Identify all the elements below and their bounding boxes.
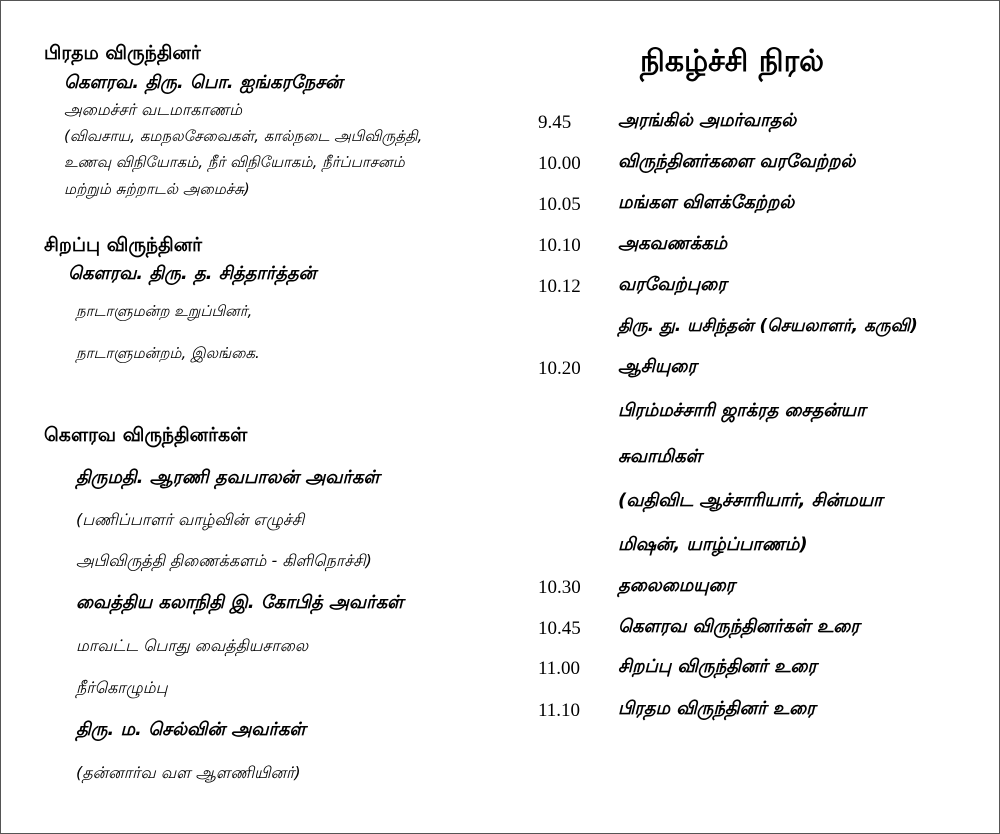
honour-guest-line: வைத்திய கலாநிதி இ. கோபித் அவர்கள் — [76, 592, 404, 613]
schedule-item: தலைமையுரை — [618, 575, 735, 596]
honour-guest-line: மாவட்ட பொது வைத்தியசாலை — [76, 636, 309, 655]
schedule-time: 11.10 — [538, 700, 581, 721]
chief-guest-line: உணவு விநியோகம், நீர் விநியோகம், நீர்ப்பாசனம் — [64, 153, 405, 171]
honour-guest-line: (பணிப்பாளர் வாழ்வின் எழுச்சி — [76, 510, 305, 529]
schedule-item-detail: மிஷன், யாழ்ப்பாணம்) — [618, 534, 808, 555]
special-guest-line: நாடாளுமன்றம், இலங்கை. — [76, 344, 260, 362]
schedule-item: பிரதம விருந்தினர் உரை — [618, 698, 816, 719]
honour-guest-line: (தன்னார்வ வள ஆளணியினர்) — [76, 763, 301, 782]
schedule-time: 10.45 — [538, 618, 581, 639]
schedule-item-detail: (வதிவிட ஆச்சாரியார், சின்மயா — [618, 490, 883, 511]
program-title: நிகழ்ச்சி நிரல் — [640, 44, 824, 79]
schedule-time: 9.45 — [538, 112, 572, 133]
schedule-time: 10.12 — [538, 276, 581, 297]
special-guest-line: நாடாளுமன்ற உறுப்பினர், — [76, 302, 253, 320]
chief-guest-line: (விவசாய, கமநலசேவைகள், கால்நடை அபிவிருத்தி, — [64, 127, 423, 145]
schedule-item: வரவேற்புரை — [618, 274, 727, 295]
schedule-time: 10.05 — [538, 194, 581, 215]
schedule-item: ஆசியுரை — [618, 356, 697, 377]
schedule-item: அகவணக்கம் — [618, 233, 728, 254]
schedule-item: மங்கள விளக்கேற்றல் — [618, 192, 795, 213]
honour-guest-line: நீர்கொழும்பு — [76, 678, 168, 697]
schedule-item: விருந்தினர்களை வரவேற்றல் — [618, 151, 856, 172]
schedule-time: 10.30 — [538, 577, 581, 598]
chief-guest-heading: பிரதம விருந்தினர் — [44, 42, 201, 64]
schedule-time: 10.10 — [538, 235, 581, 256]
special-guest-heading: சிறப்பு விருந்தினர் — [44, 234, 203, 256]
schedule-item: அரங்கில் அமர்வாதல் — [618, 110, 797, 131]
schedule-item-detail: திரு. து. யசிந்தன் (செயலாளர், கருவி) — [618, 316, 918, 336]
honour-guest-line: அபிவிருத்தி திணைக்களம் - கிளிநொச்சி) — [76, 551, 372, 570]
special-guest-name: கௌரவ. திரு. த. சித்தார்த்தன் — [68, 263, 317, 284]
schedule-time: 10.20 — [538, 358, 581, 379]
schedule-time: 11.00 — [538, 658, 581, 679]
honour-guests-heading: கௌரவ விருந்தினர்கள் — [44, 424, 248, 446]
schedule-item: கௌரவ விருந்தினர்கள் உரை — [618, 616, 860, 637]
honour-guest-line: திரு. ம. செல்வின் அவர்கள் — [76, 719, 306, 740]
chief-guest-name: கௌரவ. திரு. பொ. ஐங்கரநேசன் — [64, 72, 343, 93]
schedule-time: 10.00 — [538, 153, 581, 174]
honour-guest-line: திருமதி. ஆரணி தவபாலன் அவர்கள் — [76, 467, 380, 488]
chief-guest-line: மற்றும் சுற்றாடல் அமைச்சு) — [64, 180, 250, 198]
chief-guest-line: அமைச்சர் வடமாகாணம் — [64, 100, 243, 119]
schedule-item: சிறப்பு விருந்தினர் உரை — [618, 656, 817, 677]
schedule-item-detail: சுவாமிகள் — [618, 446, 702, 467]
schedule-item-detail: பிரம்மச்சாரி ஜாக்ரத சைதன்யா — [618, 400, 866, 421]
